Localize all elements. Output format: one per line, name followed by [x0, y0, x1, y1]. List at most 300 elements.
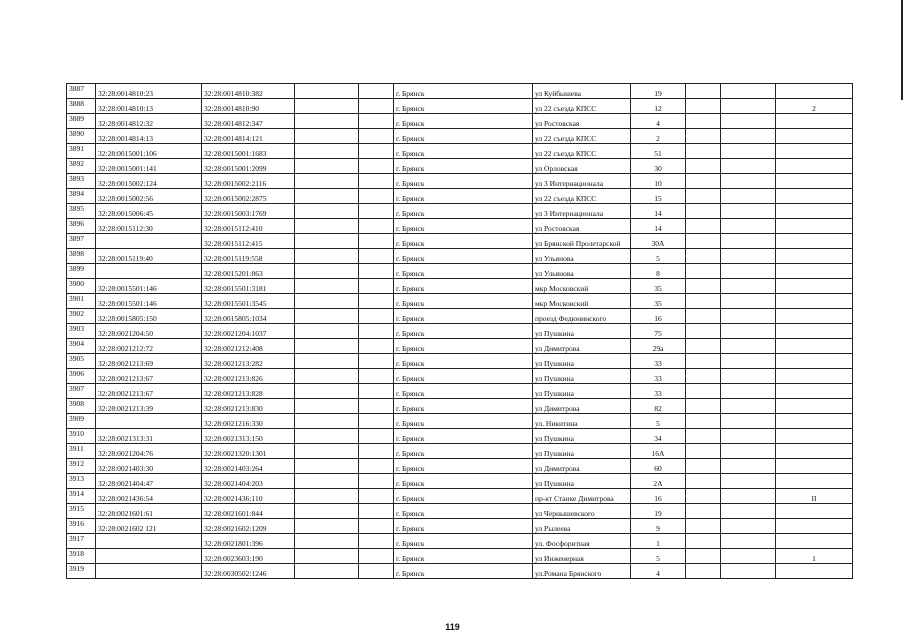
- cell-extra: [686, 504, 721, 519]
- cell-blank: [721, 399, 776, 414]
- cell-building-number: [776, 219, 853, 234]
- cell-cadastral-land: 32:28:0015001:106: [96, 144, 202, 159]
- cell-building-number: [776, 534, 853, 549]
- cell-city: г. Брянск: [394, 234, 533, 249]
- cell-city: г. Брянск: [394, 339, 533, 354]
- table-row: [67, 549, 853, 564]
- cell-city: г. Брянск: [394, 114, 533, 129]
- cell-blank: [295, 249, 359, 264]
- cell-blank: [359, 369, 394, 384]
- cell-cadastral-land: 32:28:0021204:76: [96, 444, 202, 459]
- cell-extra: [686, 114, 721, 129]
- cell-street: ул Ульянова: [533, 264, 631, 279]
- cell-extra: [686, 144, 721, 159]
- cell-blank: [295, 429, 359, 444]
- cell-row-number: 3909: [67, 414, 96, 429]
- cell-house: 14: [631, 219, 686, 234]
- cell-street: ул Димитрова: [533, 339, 631, 354]
- table-row: [67, 99, 853, 114]
- cell-row-number: 3903: [67, 324, 96, 339]
- cell-blank: [295, 339, 359, 354]
- table-row: [67, 519, 853, 534]
- cell-extra: [686, 384, 721, 399]
- table-row: [67, 354, 853, 369]
- cell-blank: [359, 234, 394, 249]
- cell-blank: [721, 219, 776, 234]
- cell-extra: [686, 489, 721, 504]
- cell-blank: [721, 324, 776, 339]
- cell-extra: [686, 549, 721, 564]
- cell-cadastral-land: 32:28:0015006:45: [96, 204, 202, 219]
- cell-street: ул Димитрова: [533, 459, 631, 474]
- cell-street: ул Пушкина: [533, 354, 631, 369]
- table-row: [67, 339, 853, 354]
- cell-city: г. Брянск: [394, 399, 533, 414]
- cell-blank: [359, 414, 394, 429]
- cell-row-number: 3917: [67, 534, 96, 549]
- cell-extra: [686, 249, 721, 264]
- table-row: [67, 564, 853, 579]
- cell-city: г. Брянск: [394, 354, 533, 369]
- cell-building-number: [776, 84, 853, 99]
- cell-building-number: [776, 189, 853, 204]
- cell-city: г. Брянск: [394, 519, 533, 534]
- cell-blank: [359, 339, 394, 354]
- cell-row-number: 3898: [67, 249, 96, 264]
- cell-blank: [359, 114, 394, 129]
- cell-cadastral-building: 32:28:0014810:90: [202, 99, 295, 114]
- cell-street: ул Инженерная: [533, 549, 631, 564]
- cell-row-number: 3893: [67, 174, 96, 189]
- cell-extra: [686, 429, 721, 444]
- cell-street: ул Пушкина: [533, 444, 631, 459]
- cell-building-number: 2: [776, 99, 853, 114]
- cell-building-number: [776, 429, 853, 444]
- table-row: [67, 114, 853, 129]
- cell-city: г. Брянск: [394, 504, 533, 519]
- cell-blank: [295, 414, 359, 429]
- cell-extra: [686, 219, 721, 234]
- cell-blank: [295, 204, 359, 219]
- cell-house: 5: [631, 549, 686, 564]
- cell-street: ул 22 съезда КПСС: [533, 189, 631, 204]
- cell-building-number: [776, 444, 853, 459]
- cell-city: г. Брянск: [394, 219, 533, 234]
- cell-extra: [686, 189, 721, 204]
- table-row: [67, 534, 853, 549]
- cell-blank: [359, 174, 394, 189]
- cell-cadastral-building: 32:28:0015119:558: [202, 249, 295, 264]
- cell-row-number: 3911: [67, 444, 96, 459]
- cell-blank: [295, 369, 359, 384]
- cell-blank: [295, 279, 359, 294]
- cell-blank: [359, 534, 394, 549]
- cell-blank: [721, 144, 776, 159]
- cell-blank: [359, 129, 394, 144]
- cell-cadastral-building: 32:28:0015501:3545: [202, 294, 295, 309]
- cell-cadastral-building: 32:28:0021213:830: [202, 399, 295, 414]
- cell-cadastral-land: 32:28:0021213:39: [96, 399, 202, 414]
- cell-street: ул.Романа Брянского: [533, 564, 631, 579]
- cell-building-number: [776, 339, 853, 354]
- cell-building-number: [776, 294, 853, 309]
- cell-blank: [721, 174, 776, 189]
- cell-city: г. Брянск: [394, 159, 533, 174]
- cell-row-number: 3890: [67, 129, 96, 144]
- cell-blank: [295, 234, 359, 249]
- cell-blank: [359, 309, 394, 324]
- cell-city: г. Брянск: [394, 429, 533, 444]
- table-row: [67, 249, 853, 264]
- cell-cadastral-land: 32:28:0015805:150: [96, 309, 202, 324]
- cell-blank: [295, 399, 359, 414]
- cell-blank: [721, 294, 776, 309]
- cell-house: 51: [631, 144, 686, 159]
- cell-blank: [359, 84, 394, 99]
- cell-house: 19: [631, 84, 686, 99]
- cell-blank: [359, 159, 394, 174]
- cell-cadastral-land: 32:28:0021601:61: [96, 504, 202, 519]
- cell-cadastral-building: 32:28:0021204:1037: [202, 324, 295, 339]
- cell-blank: [359, 564, 394, 579]
- cell-blank: [359, 519, 394, 534]
- cell-cadastral-land: [96, 534, 202, 549]
- table-row: [67, 219, 853, 234]
- cell-city: г. Брянск: [394, 384, 533, 399]
- cell-cadastral-land: 32:28:0021313:31: [96, 429, 202, 444]
- cell-extra: [686, 309, 721, 324]
- cell-house: 29а: [631, 339, 686, 354]
- cell-house: 33: [631, 384, 686, 399]
- cell-street: ул 22 съезда КПСС: [533, 129, 631, 144]
- cell-building-number: [776, 159, 853, 174]
- cell-extra: [686, 159, 721, 174]
- cell-blank: [359, 264, 394, 279]
- cell-blank: [295, 84, 359, 99]
- cell-extra: [686, 84, 721, 99]
- cell-cadastral-building: 32:28:0021436:110: [202, 489, 295, 504]
- cell-cadastral-land: [96, 414, 202, 429]
- cell-house: 34: [631, 429, 686, 444]
- cell-city: г. Брянск: [394, 369, 533, 384]
- cell-house: 30: [631, 159, 686, 174]
- cell-extra: [686, 129, 721, 144]
- cell-blank: [295, 189, 359, 204]
- cell-blank: [359, 549, 394, 564]
- cell-cadastral-building: 32:28:0015112:415: [202, 234, 295, 249]
- cell-row-number: 3892: [67, 159, 96, 174]
- cell-city: г. Брянск: [394, 414, 533, 429]
- cell-building-number: [776, 264, 853, 279]
- cell-building-number: [776, 234, 853, 249]
- cell-building-number: [776, 414, 853, 429]
- table-row: [67, 129, 853, 144]
- cell-street: ул 22 съезда КПСС: [533, 144, 631, 159]
- cell-blank: [721, 234, 776, 249]
- cell-blank: [295, 459, 359, 474]
- table-row: [67, 414, 853, 429]
- cell-cadastral-land: 32:28:0015119:40: [96, 249, 202, 264]
- cell-blank: [359, 294, 394, 309]
- cell-cadastral-building: 32:28:0015201:863: [202, 264, 295, 279]
- table-row: [67, 504, 853, 519]
- cell-cadastral-building: 32:28:0023603:190: [202, 549, 295, 564]
- cell-extra: [686, 459, 721, 474]
- cell-blank: [721, 489, 776, 504]
- table-row: [67, 429, 853, 444]
- cell-cadastral-building: 32:28:0015112:410: [202, 219, 295, 234]
- cell-city: г. Брянск: [394, 474, 533, 489]
- table-row: [67, 84, 853, 99]
- table-row: [67, 384, 853, 399]
- cell-cadastral-land: [96, 264, 202, 279]
- cell-building-number: 1: [776, 549, 853, 564]
- table-row: [67, 444, 853, 459]
- cell-building-number: [776, 399, 853, 414]
- cell-blank: [359, 399, 394, 414]
- cell-street: ул. Фосфоритная: [533, 534, 631, 549]
- table-row: [67, 399, 853, 414]
- cell-cadastral-land: 32:28:0015002:124: [96, 174, 202, 189]
- cell-cadastral-building: 32:28:0014810:382: [202, 84, 295, 99]
- cell-house: 4: [631, 564, 686, 579]
- cell-street: ул Чернышевского: [533, 504, 631, 519]
- cell-street: мкр Московский: [533, 279, 631, 294]
- cell-blank: [295, 534, 359, 549]
- cell-blank: [359, 489, 394, 504]
- cell-cadastral-building: 32:28:0021213:282: [202, 354, 295, 369]
- cell-building-number: [776, 369, 853, 384]
- cell-row-number: 3908: [67, 399, 96, 414]
- cell-street: ул 3 Интернационала: [533, 174, 631, 189]
- cell-cadastral-land: 32:28:0021602 121: [96, 519, 202, 534]
- cell-row-number: 3889: [67, 114, 96, 129]
- cell-cadastral-land: 32:28:0021436:54: [96, 489, 202, 504]
- cell-blank: [721, 474, 776, 489]
- table-row: [67, 189, 853, 204]
- cell-blank: [295, 564, 359, 579]
- cell-cadastral-land: [96, 564, 202, 579]
- cell-city: г. Брянск: [394, 309, 533, 324]
- cell-building-number: [776, 384, 853, 399]
- cell-blank: [721, 84, 776, 99]
- cell-extra: [686, 564, 721, 579]
- cell-blank: [721, 204, 776, 219]
- cell-blank: [295, 489, 359, 504]
- cell-city: г. Брянск: [394, 84, 533, 99]
- cell-extra: [686, 174, 721, 189]
- cell-building-number: [776, 564, 853, 579]
- cell-blank: [295, 174, 359, 189]
- cell-row-number: 3896: [67, 219, 96, 234]
- table-row: [67, 324, 853, 339]
- cell-street: ул Ростовская: [533, 219, 631, 234]
- cell-cadastral-building: 32:28:0030502:1246: [202, 564, 295, 579]
- cell-blank: [721, 309, 776, 324]
- cell-row-number: 3897: [67, 234, 96, 249]
- table-row: [67, 144, 853, 159]
- table-row: [67, 204, 853, 219]
- cell-house: 33: [631, 369, 686, 384]
- cell-blank: [295, 384, 359, 399]
- cell-blank: [295, 444, 359, 459]
- cell-cadastral-building: 32:28:0015501:3181: [202, 279, 295, 294]
- cell-row-number: 3905: [67, 354, 96, 369]
- cell-cadastral-building: 32:28:0015001:2099: [202, 159, 295, 174]
- cell-cadastral-building: 32:28:0021213:826: [202, 369, 295, 384]
- cell-cadastral-land: 32:28:0015112:30: [96, 219, 202, 234]
- cell-blank: [721, 414, 776, 429]
- cell-cadastral-building: 32:28:0021801:396: [202, 534, 295, 549]
- cell-building-number: [776, 504, 853, 519]
- cell-street: ул Куйбышева: [533, 84, 631, 99]
- cell-cadastral-land: 32:28:0021204:50: [96, 324, 202, 339]
- cell-cadastral-building: 32:28:0014814:121: [202, 129, 295, 144]
- cell-house: 33: [631, 354, 686, 369]
- cell-house: 8: [631, 264, 686, 279]
- cell-blank: [721, 159, 776, 174]
- cell-row-number: 3888: [67, 99, 96, 114]
- table-row: [67, 159, 853, 174]
- cell-cadastral-building: 32:28:0014812:347: [202, 114, 295, 129]
- cell-extra: [686, 414, 721, 429]
- cell-street: ул Рылеева: [533, 519, 631, 534]
- cell-extra: [686, 279, 721, 294]
- cell-street: ул 22 съезда КПСС: [533, 99, 631, 114]
- cell-building-number: [776, 309, 853, 324]
- cell-building-number: [776, 354, 853, 369]
- cell-cadastral-land: 32:28:0021213:67: [96, 384, 202, 399]
- cell-row-number: 3902: [67, 309, 96, 324]
- cell-extra: [686, 369, 721, 384]
- cell-blank: [721, 354, 776, 369]
- cell-extra: [686, 444, 721, 459]
- cell-city: г. Брянск: [394, 294, 533, 309]
- cell-street: ул Ростовская: [533, 114, 631, 129]
- cell-house: 2: [631, 129, 686, 144]
- cell-cadastral-land: 32:28:0021212:72: [96, 339, 202, 354]
- cell-city: г. Брянск: [394, 459, 533, 474]
- cell-street: пр-кт Станке Димитрова: [533, 489, 631, 504]
- cell-house: 12: [631, 99, 686, 114]
- cell-row-number: 3891: [67, 144, 96, 159]
- cell-blank: [721, 534, 776, 549]
- cell-cadastral-building: 32:28:0021601:844: [202, 504, 295, 519]
- cell-cadastral-building: 32:28:0015002:2875: [202, 189, 295, 204]
- cell-building-number: [776, 144, 853, 159]
- cell-cadastral-land: 32:28:0014810:23: [96, 84, 202, 99]
- cell-house: 19: [631, 504, 686, 519]
- cell-building-number: [776, 114, 853, 129]
- table-row: [67, 294, 853, 309]
- cell-building-number: [776, 174, 853, 189]
- page-number: 119: [445, 622, 460, 632]
- cell-row-number: 3899: [67, 264, 96, 279]
- cell-city: г. Брянск: [394, 129, 533, 144]
- cell-blank: [721, 504, 776, 519]
- cell-blank: [295, 474, 359, 489]
- cell-blank: [721, 519, 776, 534]
- cell-row-number: 3894: [67, 189, 96, 204]
- cell-row-number: 3913: [67, 474, 96, 489]
- cell-blank: [721, 264, 776, 279]
- cell-street: ул Орловская: [533, 159, 631, 174]
- cell-blank: [295, 309, 359, 324]
- cell-blank: [721, 549, 776, 564]
- cell-cadastral-building: 32:28:0021213:828: [202, 384, 295, 399]
- cell-cadastral-land: 32:28:0021403:30: [96, 459, 202, 474]
- cell-cadastral-land: 32:28:0015001:141: [96, 159, 202, 174]
- cell-house: 1: [631, 534, 686, 549]
- cell-blank: [359, 189, 394, 204]
- cell-city: г. Брянск: [394, 444, 533, 459]
- cell-blank: [721, 129, 776, 144]
- cell-extra: [686, 399, 721, 414]
- cell-city: г. Брянск: [394, 279, 533, 294]
- cell-house: 75: [631, 324, 686, 339]
- cell-cadastral-land: 32:28:0015501:146: [96, 279, 202, 294]
- cell-blank: [359, 279, 394, 294]
- cell-blank: [295, 504, 359, 519]
- cell-cadastral-land: 32:28:0015501:146: [96, 294, 202, 309]
- cell-row-number: 3914: [67, 489, 96, 504]
- cell-row-number: 3912: [67, 459, 96, 474]
- cell-blank: [359, 249, 394, 264]
- cell-extra: [686, 204, 721, 219]
- cell-cadastral-building: 32:28:0021404:203: [202, 474, 295, 489]
- cell-cadastral-building: 32:28:0021216:330: [202, 414, 295, 429]
- cell-street: ул Димитрова: [533, 399, 631, 414]
- cell-cadastral-land: 32:28:0021213:67: [96, 369, 202, 384]
- cell-street: ул Ульянова: [533, 249, 631, 264]
- cell-street: ул Брянской Пролетарской: [533, 234, 631, 249]
- cell-city: г. Брянск: [394, 549, 533, 564]
- cell-street: ул Пушкина: [533, 429, 631, 444]
- cell-blank: [721, 369, 776, 384]
- cell-building-number: [776, 249, 853, 264]
- cell-blank: [359, 324, 394, 339]
- cell-building-number: [776, 324, 853, 339]
- cell-row-number: 3900: [67, 279, 96, 294]
- cell-extra: [686, 354, 721, 369]
- cell-blank: [295, 114, 359, 129]
- cell-street: ул Пушкина: [533, 384, 631, 399]
- table-row: [67, 309, 853, 324]
- cell-house: 2А: [631, 474, 686, 489]
- cell-blank: [721, 444, 776, 459]
- scan-edge-mark: [901, 0, 903, 100]
- table-row: [67, 234, 853, 249]
- cell-blank: [359, 99, 394, 114]
- cell-cadastral-land: 32:28:0014810:13: [96, 99, 202, 114]
- cell-city: г. Брянск: [394, 249, 533, 264]
- cell-extra: [686, 264, 721, 279]
- cell-house: 15: [631, 189, 686, 204]
- cell-city: г. Брянск: [394, 144, 533, 159]
- cell-blank: [295, 324, 359, 339]
- cell-blank: [295, 519, 359, 534]
- cell-extra: [686, 474, 721, 489]
- cell-house: 82: [631, 399, 686, 414]
- cell-extra: [686, 294, 721, 309]
- cell-blank: [295, 159, 359, 174]
- cell-extra: [686, 534, 721, 549]
- cell-building-number: [776, 204, 853, 219]
- cell-blank: [359, 474, 394, 489]
- cell-blank: [295, 549, 359, 564]
- cell-extra: [686, 339, 721, 354]
- cell-cadastral-building: 32:28:0021403:264: [202, 459, 295, 474]
